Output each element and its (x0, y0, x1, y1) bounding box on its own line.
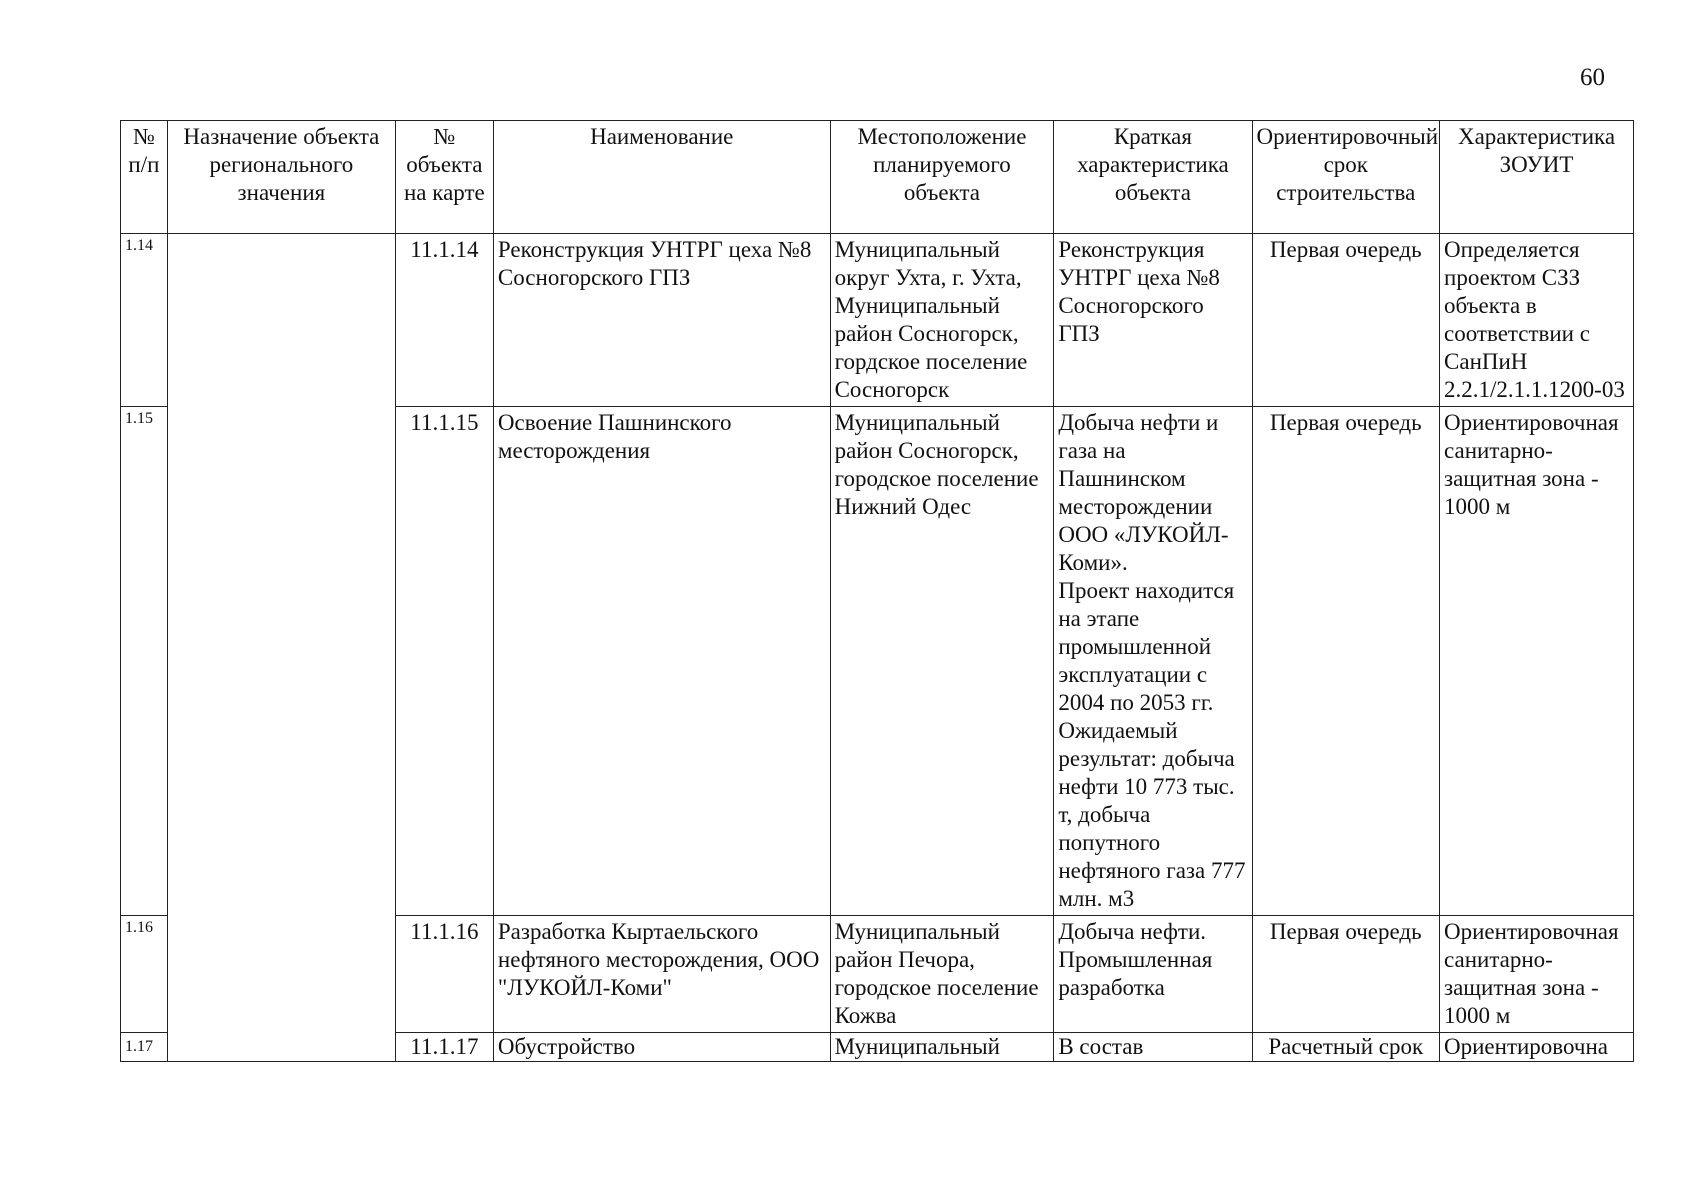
row-purpose (167, 234, 395, 1062)
header-location: Местоположение планируемого объекта (830, 121, 1054, 234)
row-num: 1.15 (121, 407, 168, 916)
row-zouit: Определяется проектом СЗЗ объекта в соответствии с СанПиН 2.2.1/2.1.1.1200-03 (1440, 234, 1634, 407)
row-location: Муниципальный район Печора, городское поселение Кожва (830, 916, 1054, 1033)
row-num: 1.14 (121, 234, 168, 407)
row-num: 1.16 (121, 916, 168, 1033)
objects-table (120, 120, 1634, 1062)
row-num: 1.17 (121, 1033, 168, 1062)
row-term: Первая очередь (1252, 916, 1440, 1033)
row-name: Реконструкция УНТРГ цеха №8 Сосногорского ГПЗ (493, 234, 830, 407)
header-term: Ориентировочный срок строительства (1252, 121, 1440, 234)
row-name: Разработка Кыртаельского нефтяного месторождения, ООО "ЛУКОЙЛ-Коми" (493, 916, 830, 1033)
row-name: Освоение Пашнинского месторождения (493, 407, 830, 916)
row-brief: Добыча нефти. Промышленная разработка (1054, 916, 1252, 1033)
row-term: Расчетный срок (1252, 1033, 1440, 1062)
header-name: Наименование (493, 121, 830, 234)
row-location: Муниципальный район Сосногорск, городское поселение Нижний Одес (830, 407, 1054, 916)
row-term: Первая очередь (1252, 407, 1440, 916)
row-zouit: Ориентировочная санитарно-защитная зона - 1000 м (1440, 407, 1634, 916)
row-brief: В состав (1054, 1033, 1252, 1062)
header-purpose: Назначение объекта регионального значения (167, 121, 395, 234)
row-zouit: Ориентировочная санитарно-защитная зона - 1000 м (1440, 916, 1634, 1033)
row-term: Первая очередь (1252, 234, 1440, 407)
row-name: Обустройство (493, 1033, 830, 1062)
row-brief: Добыча нефти и газа на Пашнинском месторождении ООО «ЛУКОЙЛ-Коми». Проект находится на этапе промышленной эксплуатации с 2004 по 2053 гг. Ожидаемый результат: добыча нефти 10 773 тыс. т, добыча попутного нефтяного газа 777 млн. м3 (1054, 407, 1252, 916)
table-header-row (121, 121, 1634, 234)
row-map-num: 11.1.17 (395, 1033, 493, 1062)
page-number: 60 (1580, 64, 1605, 91)
table-row (121, 234, 1634, 407)
row-zouit: Ориентировочна (1440, 1033, 1634, 1062)
header-zouit: Характеристика ЗОУИТ (1440, 121, 1634, 234)
row-map-num: 11.1.15 (395, 407, 493, 916)
row-map-num: 11.1.16 (395, 916, 493, 1033)
header-map-num: № объекта на карте (395, 121, 493, 234)
row-location: Муниципальный (830, 1033, 1054, 1062)
row-map-num: 11.1.14 (395, 234, 493, 407)
header-num: № п/п (121, 121, 168, 234)
row-location: Муниципальный округ Ухта, г. Ухта, Муниципальный район Сосногорск, гордское поселение Сосногорск (830, 234, 1054, 407)
row-brief: Реконструкция УНТРГ цеха №8 Сосногорского ГПЗ (1054, 234, 1252, 407)
header-brief: Краткая характеристика объекта (1054, 121, 1252, 234)
